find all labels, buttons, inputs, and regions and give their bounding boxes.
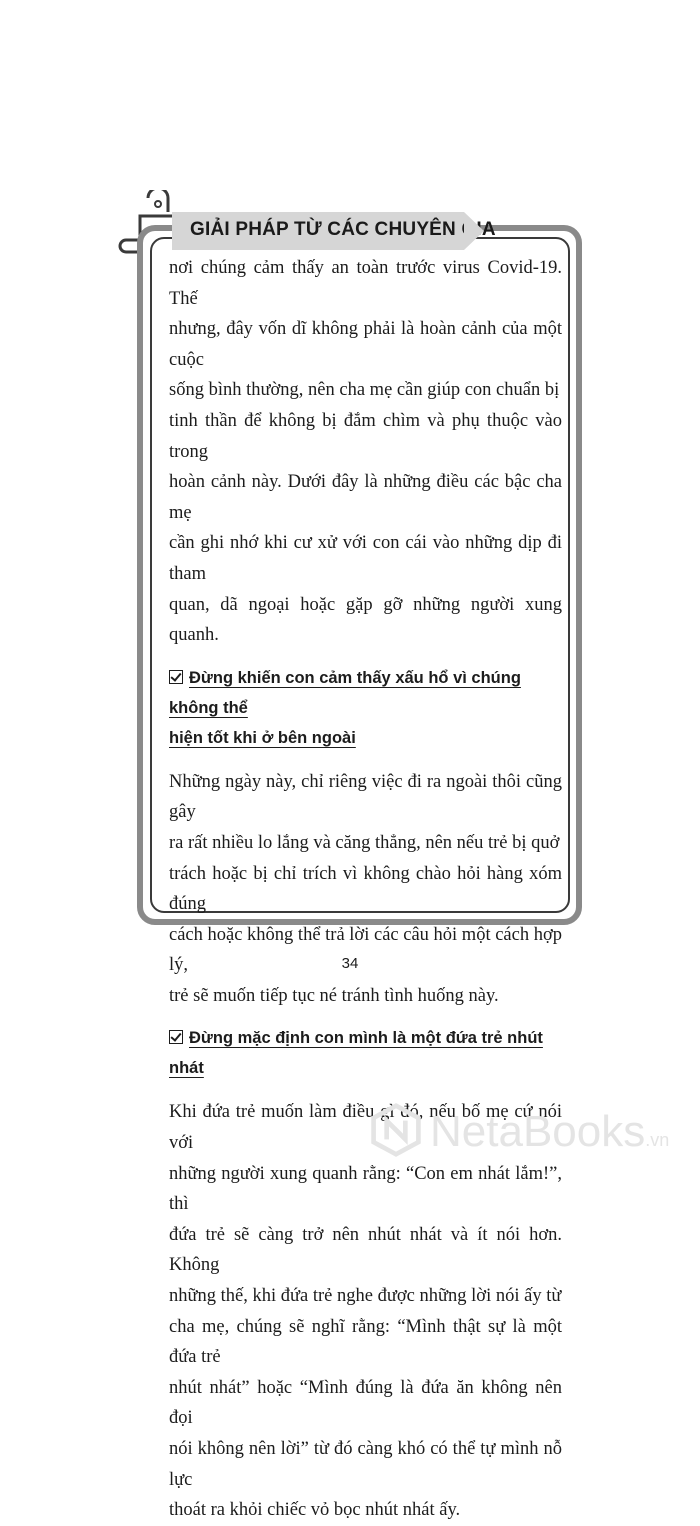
text-line: cha mẹ, chúng sẽ nghĩ rằng: “Mình thật sự là một đứa trẻ (169, 1316, 562, 1368)
heading-line: hiện tốt khi ở bên ngoài (169, 728, 356, 747)
text-line: trách hoặc bị chỉ trích vì không chào hỏi hàng xóm đúng (169, 863, 562, 915)
text-line: đứa trẻ sẽ càng trở nên nhút nhát và ít nói hơn. Không (169, 1224, 562, 1276)
section-banner (172, 212, 496, 250)
section-2-heading (169, 1023, 562, 1083)
article-body (169, 253, 562, 1526)
text-line: nhưng, đây vốn dĩ không phải là hoàn cảnh của một cuộc (169, 319, 562, 370)
text-line: thoát ra khỏi chiếc vỏ bọc nhút nhát ấy. (169, 1500, 461, 1521)
text-line: những thế, khi đứa trẻ nghe được những lời nói ấy từ (169, 1286, 562, 1307)
intro-paragraph (169, 253, 562, 651)
page-number: 34 (341, 955, 359, 972)
checkbox-icon (169, 670, 183, 684)
text-line: cần ghi nhớ khi cư xử với con cái vào những dịp đi tham (169, 533, 562, 584)
text-line: Khi đứa trẻ muốn làm điều gì đó, nếu bố mẹ cứ nói với (169, 1102, 562, 1154)
netabooks-logo-icon (368, 1100, 424, 1160)
text-line: sống bình thường, nên cha mẹ cần giúp con chuẩn bị (169, 380, 560, 401)
text-line: Những ngày này, chỉ riêng việc đi ra ngoài thôi cũng gây (169, 771, 562, 823)
section-2-paragraph (169, 1097, 562, 1525)
text-line: hoàn cảnh này. Dưới đây là những điều các bậc cha mẹ (169, 472, 562, 523)
section-1-paragraph (169, 767, 562, 1012)
heading-line: Đừng mặc định con mình là một đứa trẻ nhút nhát (169, 1029, 543, 1078)
text-line: trẻ sẽ muốn tiếp tục né tránh tình huống này. (169, 985, 499, 1006)
text-line: nơi chúng cảm thấy an toàn trước virus Covid-19. Thế (169, 258, 562, 309)
text-line: cách hoặc không thể trả lời các câu hỏi một cách hợp lý, (169, 924, 562, 976)
text-line: nói không nên lời” từ đó càng khó có thể tự mình nỗ lực (169, 1439, 562, 1490)
checkbox-icon (169, 1030, 183, 1044)
text-line: tinh thần để không bị đắm chìm và phụ thuộc vào trong (169, 410, 562, 462)
section-1-heading (169, 663, 562, 753)
text-line: quan, dã ngoại hoặc gặp gỡ những người xung quanh. (169, 594, 562, 646)
text-line: những người xung quanh rằng: “Con em nhát lắm!”, thì (169, 1163, 562, 1215)
text-line: nhút nhát” hoặc “Mình đúng là đứa ăn không nên đọi (169, 1377, 562, 1429)
watermark-brand: NetaBooks.vn (430, 1107, 670, 1156)
heading-line: Đừng khiến con cảm thấy xấu hổ vì chúng không thể (169, 668, 521, 717)
banner-title: GIẢI PHÁP TỪ CÁC CHUYÊN GIA (190, 219, 496, 240)
text-line: ra rất nhiều lo lắng và căng thẳng, nên nếu trẻ bị quở (169, 832, 560, 853)
